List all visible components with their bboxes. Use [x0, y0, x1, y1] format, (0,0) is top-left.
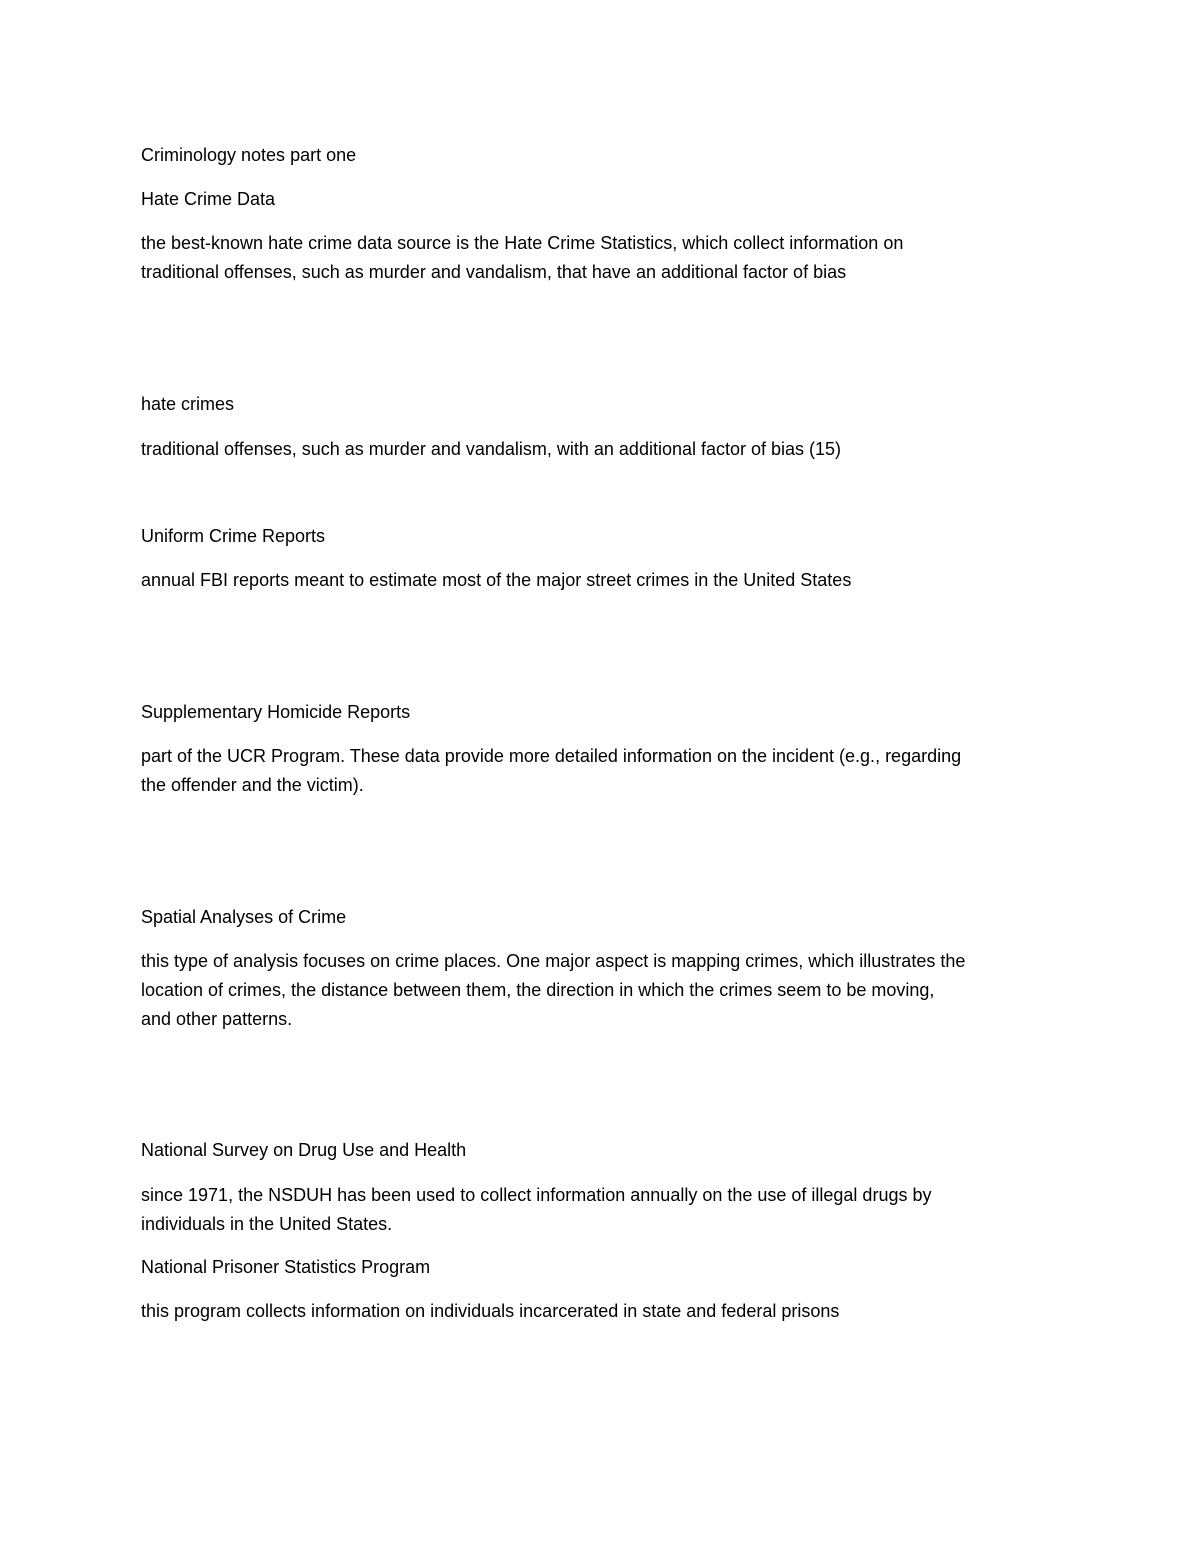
document-title: Criminology notes part one [141, 145, 357, 165]
paragraph-line: location of crimes, the distance between them, the direction in which the crimes seem to be moving, [141, 980, 935, 1000]
heading-hate-crimes: hate crimes [141, 394, 235, 414]
paragraph-line: this type of analysis focuses on crime places. One major aspect is mapping crimes, which illustrates the [141, 951, 966, 971]
paragraph-line: traditional offenses, such as murder and vandalism, that have an additional factor of bias [141, 262, 847, 282]
paragraph-line: this program collects information on individuals incarcerated in state and federal prisons [141, 1301, 840, 1321]
paragraph-line: since 1971, the NSDUH has been used to collect information annually on the use of illegal drugs by [141, 1185, 932, 1205]
paragraph-line: the offender and the victim). [141, 775, 364, 795]
heading-national-prisoner-statistics: National Prisoner Statistics Program [141, 1257, 431, 1277]
heading-supplementary-homicide-reports: Supplementary Homicide Reports [141, 702, 411, 722]
heading-uniform-crime-reports: Uniform Crime Reports [141, 526, 326, 546]
paragraph-line: and other patterns. [141, 1009, 293, 1029]
heading-hate-crime-data: Hate Crime Data [141, 189, 276, 209]
heading-nsduh: National Survey on Drug Use and Health [141, 1140, 467, 1160]
paragraph-line: part of the UCR Program. These data provide more detailed information on the incident (e.g., regarding [141, 746, 962, 766]
heading-spatial-analyses: Spatial Analyses of Crime [141, 907, 347, 927]
paragraph-line: the best-known hate crime data source is the Hate Crime Statistics, which collect information on [141, 233, 904, 253]
paragraph-line: individuals in the United States. [141, 1214, 393, 1234]
paragraph-line: traditional offenses, such as murder and vandalism, with an additional factor of bias (15) [141, 439, 842, 459]
paragraph-line: annual FBI reports meant to estimate most of the major street crimes in the United States [141, 570, 852, 590]
